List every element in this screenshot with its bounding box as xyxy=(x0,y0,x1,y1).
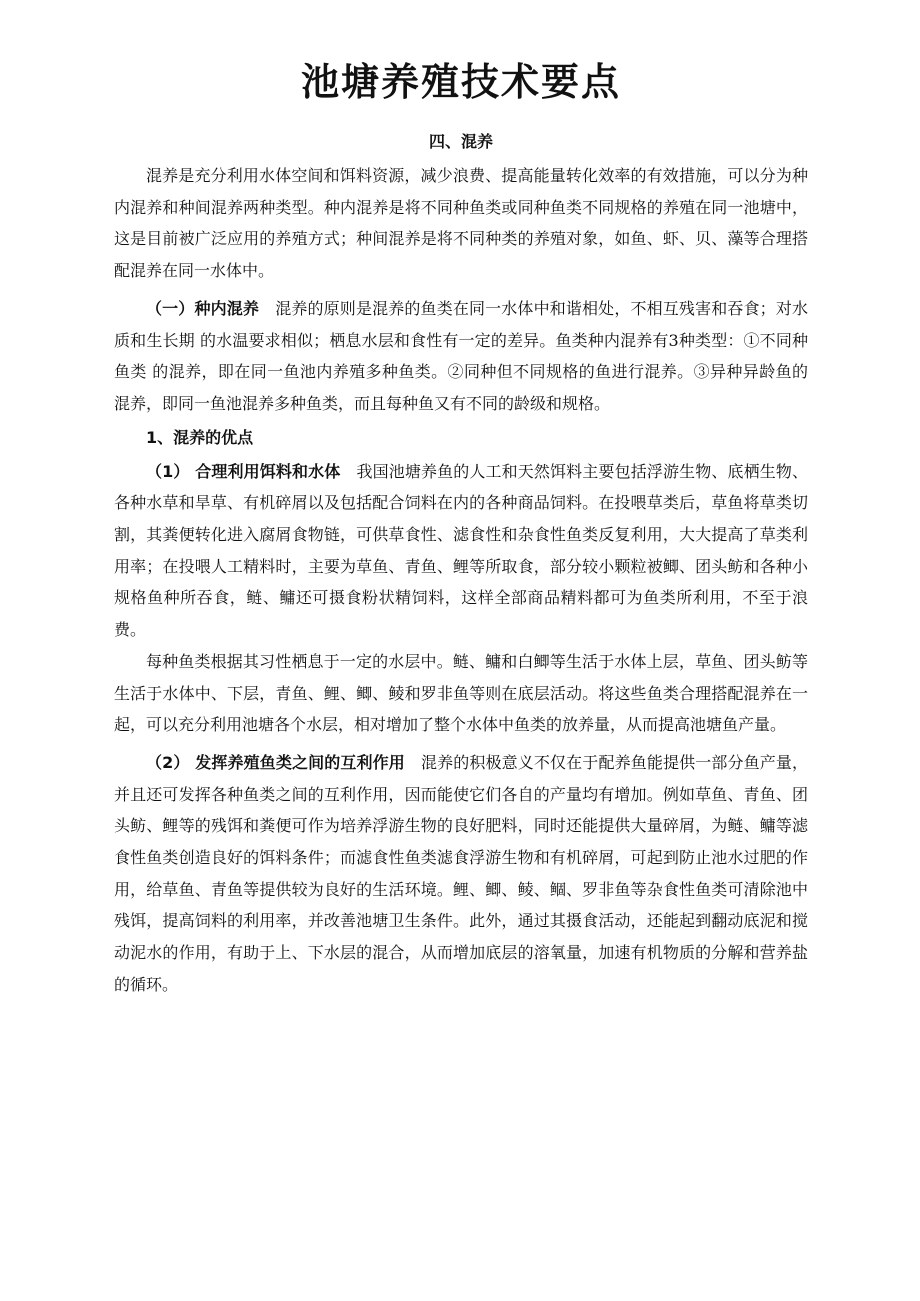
document-title: 池塘养殖技术要点 xyxy=(300,60,621,104)
point-1-label: （1） 合理利用饵料和水体 xyxy=(146,461,341,481)
intra-species-paragraph xyxy=(114,293,808,420)
point-2-label: （2） 发挥养殖鱼类之间的互利作用 xyxy=(146,752,405,772)
section-heading: 四、混养 xyxy=(428,132,493,151)
advantages-heading: 1、混养的优点 xyxy=(146,427,254,447)
intra-species-label: （一）种内混养 xyxy=(146,298,260,318)
point-1-text: 我国池塘养鱼的人工和天然饵料主要包括浮游生物、底栖生物、各种水草和旱草、有机碎屑以及包括配合饲料在内的各种商品饲料。在投喂草类后，草鱼将草类切割，其粪便转化进入腐屑食物链，可供草食性、滤食性和杂食性鱼类反复利用，大大提高了草类利用率；在投喂人工精料时，主要为草鱼、青鱼、鲤等所取食，部分较小颗粒被鲫、团头鲂和各种小规格鱼种所吞食，鲢、鳙还可摄食粉状精饲料，这样全部商品精料都可为鱼类所利用，不至于浪费。 xyxy=(114,461,808,640)
point-1-paragraph xyxy=(114,456,808,646)
intro-paragraph: 混养是充分利用水体空间和饵料资源，减少浪费、提高能量转化效率的有效措施，可以分为种内混养和种间混养两种类型。种内混养是将不同种鱼类或同种鱼类不同规格的养殖在同一池塘中，这是目前被广泛应用的养殖方式；种间混养是将不同种类的养殖对象，如鱼、虾、贝、藻等合理搭配混养在同一水体中。 xyxy=(114,166,808,281)
habitat-paragraph: 每种鱼类根据其习性栖息于一定的水层中。鲢、鳙和白鲫等生活于水体上层，草鱼、团头鲂等生活于水体中、下层，青鱼、鲤、鲫、鲮和罗非鱼等则在底层活动。将这些鱼类合理搭配混养在一起，可以充分利用池塘各个水层，相对增加了整个水体中鱼类的放养量，从而提高池塘鱼产量。 xyxy=(114,651,808,735)
intra-species-text: 混养的原则是混养的鱼类在同一水体中和谐相处，不相互残害和吞食；对水质和生长期 的水温要求相似；栖息水层和食性有一定的差异。鱼类种内混养有3种类型：①不同种鱼类 的混养，即在同一鱼池内养殖多种鱼类。②同种但不同规格的鱼进行混养。③异种异龄鱼的 混养，即同一鱼池混养多种鱼类，而且每种鱼又有不同的龄级和规格。 xyxy=(114,298,808,413)
point-2-paragraph xyxy=(114,747,808,1001)
point-2-text: 混养的积极意义不仅在于配养鱼能提供一部分鱼产量，并且还可发挥各种鱼类之间的互利作用，因而能使它们各自的产量均有增加。例如草鱼、青鱼、团头鲂、鲤等的残饵和粪便可作为培养浮游生物的良好肥料，同时还能提供大量碎屑，为鲢、鳙等滤食性鱼类创造良好的饵料条件；而滤食性鱼类滤食浮游生物和有机碎屑，可起到防止池水过肥的作用，给草鱼、青鱼等提供较为良好的生活环境。鲤、鲫、鲮、鲴、罗非鱼等杂食性鱼类可清除池中残饵，提高饲料的利用率，并改善池塘卫生条件。此外，通过其摄食活动，还能起到翻动底泥和搅动泥水的作用，有助于上、下水层的混合，从而增加底层的溶氧量，加速有机物质的分解和营养盐的循环。 xyxy=(114,752,808,994)
